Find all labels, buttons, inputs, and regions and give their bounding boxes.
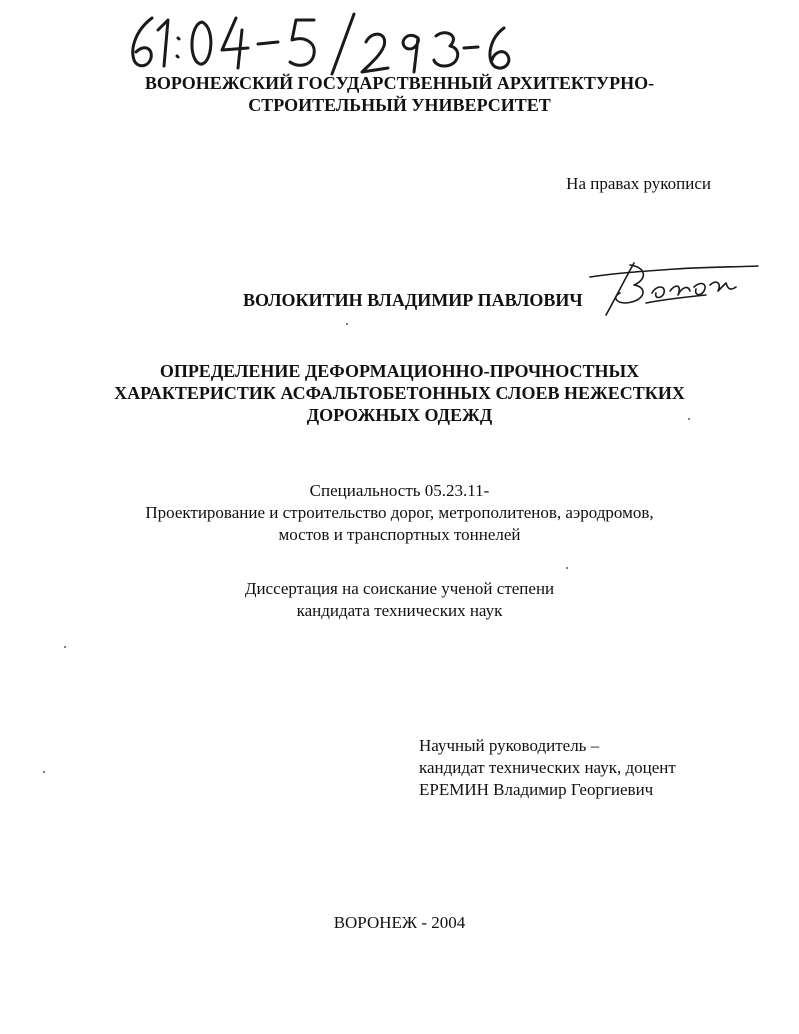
dissertation-degree [0, 578, 799, 622]
supervisor-block [419, 735, 676, 801]
author-signature [586, 257, 762, 321]
signature-drawing [586, 257, 762, 321]
scan-speck [566, 567, 568, 569]
rights-note: На правах рукописи [566, 174, 711, 193]
degree-line-1: Диссертация на соискание ученой степени [244, 579, 555, 598]
degree-line-2: кандидата технических наук [296, 601, 503, 620]
scan-speck [64, 646, 66, 648]
university-line-2: СТРОИТЕЛЬНЫЙ УНИВЕРСИТЕТ [248, 95, 551, 115]
specialty-block [0, 480, 799, 546]
scan-speck [346, 323, 348, 325]
archive-code-drawing [118, 8, 558, 80]
author-name: ВОЛОКИТИН ВЛАДИМИР ПАВЛОВИЧ [243, 290, 583, 310]
scan-speck [43, 771, 45, 773]
university-name [0, 72, 799, 116]
supervisor-line-1: Научный руководитель – [419, 736, 600, 755]
supervisor-line-2: кандидат технических наук, доцент [419, 758, 676, 777]
title-line-3: ДОРОЖНЫХ ОДЕЖД [306, 405, 493, 425]
author-row [0, 257, 799, 327]
title-line-2: ХАРАКТЕРИСТИК АСФАЛЬТОБЕТОННЫХ СЛОЕВ НЕЖЕСТКИХ [114, 383, 685, 403]
handwritten-archive-code [118, 8, 558, 80]
supervisor-line-3: ЕРЕМИН Владимир Георгиевич [419, 780, 654, 799]
dissertation-title [0, 360, 799, 426]
scan-speck [688, 418, 690, 420]
specialty-line-1: Специальность 05.23.11- [309, 481, 490, 500]
university-line-1: ВОРОНЕЖСКИЙ ГОСУДАРСТВЕННЫЙ АРХИТЕКТУРНО- [144, 73, 655, 93]
city-year: ВОРОНЕЖ - 2004 [333, 913, 466, 932]
specialty-line-3: мостов и транспортных тоннелей [278, 525, 521, 544]
title-line-1: ОПРЕДЕЛЕНИЕ ДЕФОРМАЦИОННО-ПРОЧНОСТНЫХ [159, 361, 640, 381]
specialty-line-2: Проектирование и строительство дорог, метрополитенов, аэродромов, [145, 503, 654, 522]
